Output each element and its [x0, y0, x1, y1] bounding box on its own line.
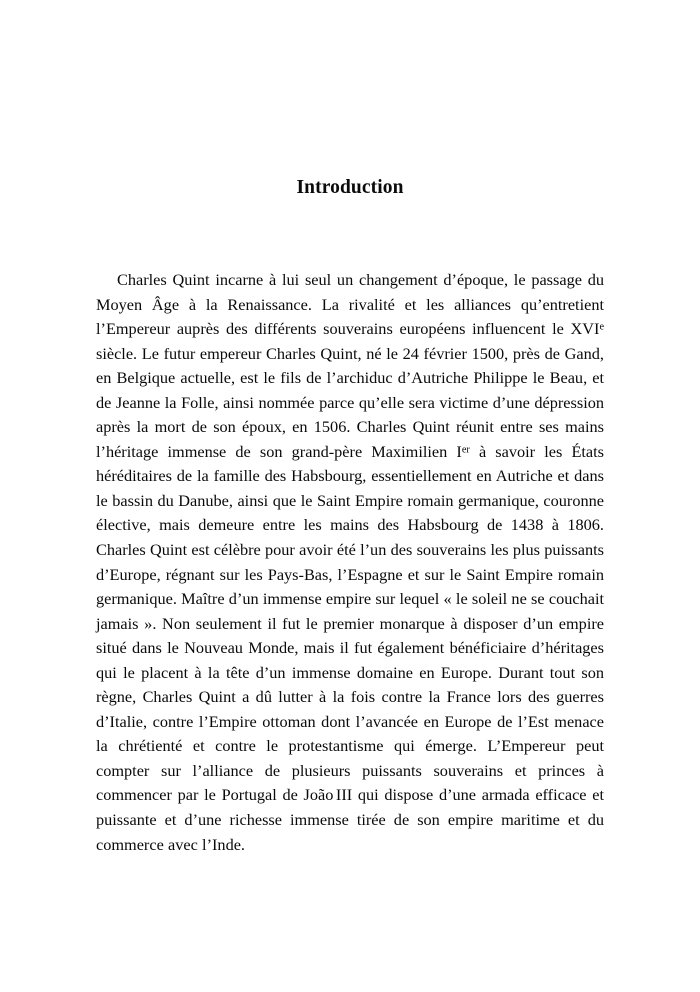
ordinal-suffix-premier: er	[461, 444, 470, 456]
paragraph-segment-2: siècle. Le futur empereur Charles Quint, né le 24 février 1500, près de Gand, en Belgique actuelle, est le fils de l’archiduc d’Autriche Philippe le Beau, et de Jeanne la Folle, ainsi nommée parce qu’elle sera victime d’une dépression après la mort de son époux, en 1506. Charles Quint réunit entre ses mains l’héritage immense de son grand-père Maximilien I	[96, 343, 604, 461]
page-title: Introduction	[296, 177, 404, 198]
ordinal-suffix-siecle: e	[599, 321, 604, 333]
paragraph-segment-3: à savoir les États héréditaires de la famille des Habsbourg, essentiellement en Autriche et dans le bassin du Danube, ainsi que le Saint Empire romain germanique, couronne élective, mais demeure entre les mains des Habsbourg de 1438 à 1806. Charles Quint est célèbre pour avoir été l’un des souverains les plus puissants d’Europe, régnant sur les Pays-Bas, l’Espagne et sur le Saint Empire romain germanique. Maître d’un immense empire sur lequel « le soleil ne se couchait jamais ». Non seulement il fut le premier monarque à disposer d’un empire situé dans le Nouveau Monde, mais il fut également bénéficiaire d’héritages qui le placent à la tête d’un immense domaine en Europe. Durant tout son règne, Charles Quint a dû lutter à la fois contre la France lors des guerres d’Italie, contre l’Empire ottoman dont l’avancée en Europe de l’Est menace la chrétienté et contre le protestantisme qui émerge. L’Empereur peut compter sur l’alliance de plusieurs puissants souverains et princes à commencer par le Portugal de João	[96, 441, 604, 805]
paragraph-segment-1: Charles Quint incarne à lui seul un changement d’époque, le passage du Moyen Âge à la Renaissance. La rivalité et les alliances qu’entretient l’Empereur auprès des différents souverains européens influencent le XVI	[96, 270, 604, 339]
introduction-paragraph	[96, 268, 604, 857]
paragraph-segment-4: III qui dispose d’une armada efficace et puissante et d’une richesse immense tirée de son empire maritime et du commerce avec l’Inde.	[96, 785, 604, 854]
body-text-block	[96, 268, 604, 857]
